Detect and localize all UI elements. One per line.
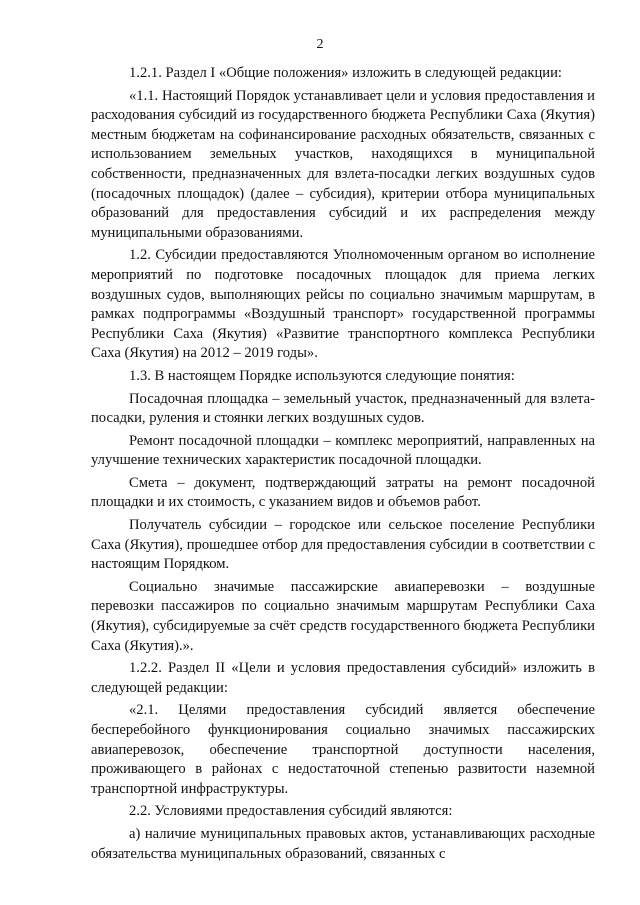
paragraph: 1.2.1. Раздел I «Общие положения» изложить в следующей редакции:: [129, 65, 562, 81]
paragraph: Смета – документ, подтверждающий затраты на ремонт посадочной площадки и их стоимость, с указанием видов и объемов работ.: [91, 474, 595, 511]
paragraph: 1.2. Субсидии предоставляются Уполномоченным органом во исполнение мероприятий по подготовке посадочных площадок для приема легких воздушных судов, выполняющих рейсы по социально значимым маршрутам, в рамках подпрограммы «Воздушный транспорт» государственной программы Республики Саха (Якутия) «Развитие транспортного комплекса Республики Саха (Якутия) на 2012 – 2019 годы».: [91, 247, 595, 362]
paragraph: 1.2.2. Раздел II «Цели и условия предоставления субсидий» изложить в следующей редакции:: [91, 660, 595, 696]
paragraph: «1.1. Настоящий Порядок устанавливает цели и условия предоставления и расходования субсидий из государственного бюджета Республики Саха (Якутия) местным бюджетам на софинансирование расходных обязательств, связанных с использованием земельных участков, находящихся в муниципальной собственности, предназначенных для взлета-посадки легких воздушных судов (посадочных площадок) (далее – субсидия), критерии отбора муниципальных образований для предоставления субсидий и их распределения между муниципальными образованиями.: [91, 87, 595, 241]
paragraph: Ремонт посадочной площадки – комплекс мероприятий, направленных на улучшение технических характеристик посадочной площадки.: [91, 432, 595, 469]
paragraph: Посадочная площадка – земельный участок, предназначенный для взлета-посадки, руления и стоянки легких воздушных судов.: [91, 390, 595, 427]
page-number: 2: [316, 37, 324, 52]
paragraph: Социально значимые пассажирские авиаперевозки – воздушные перевозки пассажиров по социально значимым маршрутам Республики Саха (Якутия), субсидируемые за счёт средств государственного бюджета Республики Саха (Якутия).».: [91, 578, 595, 654]
paragraph: Получатель субсидии – городское или сельское поселение Республики Саха (Якутия), прошедшее отбор для предоставления субсидии в соответствии с настоящим Порядком.: [91, 517, 595, 573]
paragraph: 1.3. В настоящем Порядке используются следующие понятия:: [129, 367, 515, 384]
paragraph: а) наличие муниципальных правовых актов, устанавливающих расходные обязательства муниципальных образований, связанных с: [91, 825, 595, 862]
document-body: [91, 64, 595, 867]
paragraph: «2.1. Целями предоставления субсидий является обеспечение бесперебойного функционирования социально значимых пассажирских авиаперевозок, обеспечение транспортной доступности населения, проживающего в районах с недостаточной степенью развитости наземной транспортной инфраструктуры.: [91, 702, 595, 797]
paragraph: 2.2. Условиями предоставления субсидий являются:: [129, 803, 453, 820]
